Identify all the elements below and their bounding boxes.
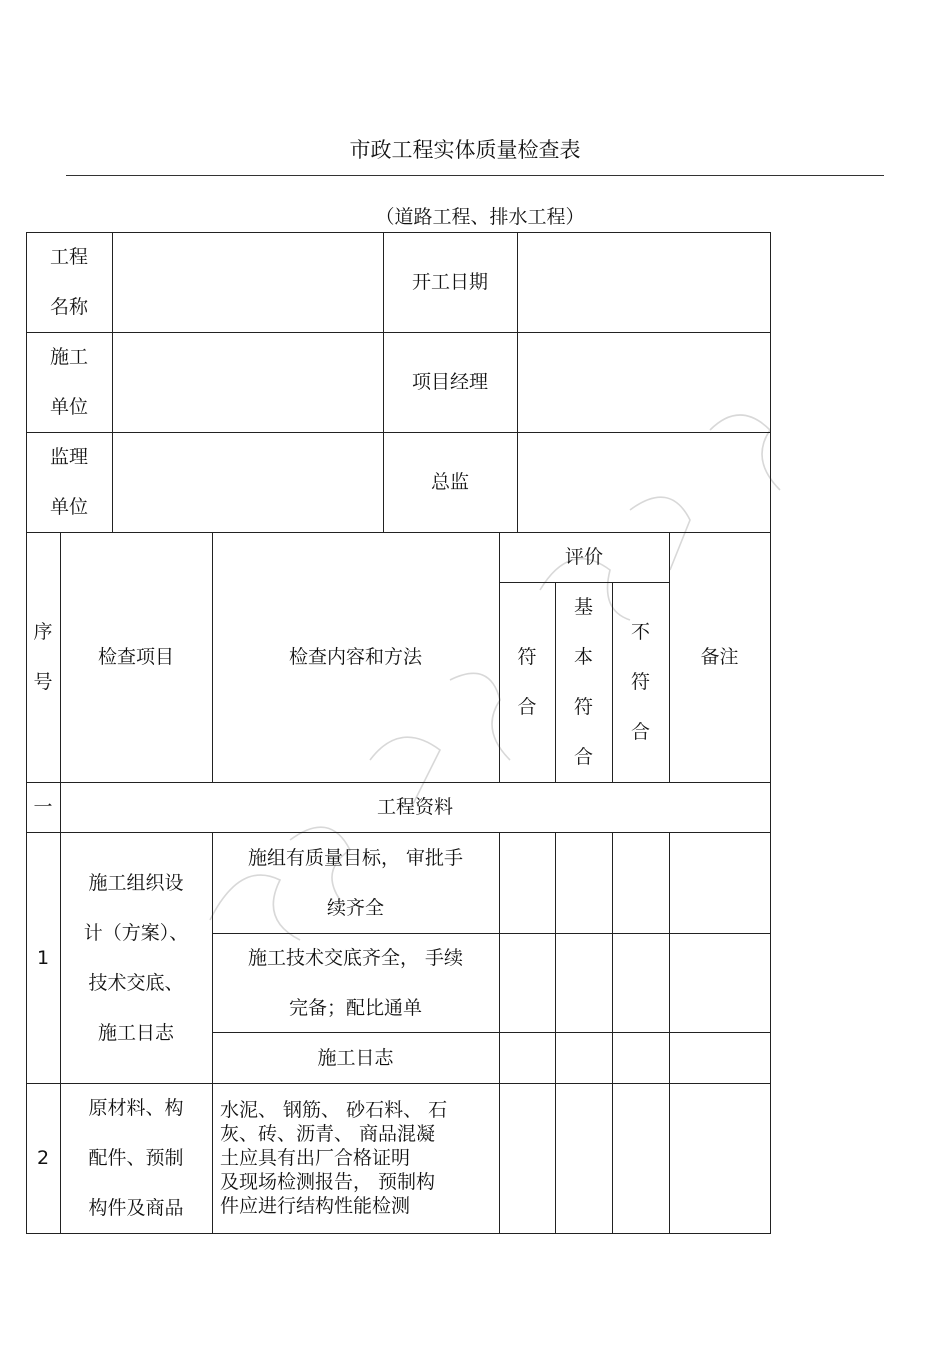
row2-content: 水泥、 钢筋、 砂石料、 石 灰、砖、沥青、 商品混凝 土应具有出厂合格证明 及现场检测报告， 预制构 件应进行结构性能检测 xyxy=(220,1099,448,1217)
row1-content-1: 施组有质量目标， 审批手 续齐全 xyxy=(247,847,464,919)
row1-content-3: 施工日志 xyxy=(317,1046,394,1069)
construction-unit-value[interactable] xyxy=(112,332,383,432)
section-title: 工程资料 xyxy=(376,796,453,818)
label-supervision-unit: 监理 单位 xyxy=(49,446,88,518)
header-item: 检查项目 xyxy=(97,646,174,668)
label-chief-supervisor: 总监 xyxy=(430,471,469,493)
document-title: 市政工程实体质量检查表 xyxy=(349,138,581,162)
header-evaluation: 评价 xyxy=(564,546,603,568)
row1-number: 1 xyxy=(36,946,50,969)
header-comply: 符 合 xyxy=(517,646,537,718)
project-manager-value[interactable] xyxy=(517,332,770,432)
supervision-unit-value[interactable] xyxy=(112,432,383,532)
project-name-value[interactable] xyxy=(112,232,383,332)
section-number: 一 xyxy=(33,796,53,818)
row1-content-2: 施工技术交底齐全， 手续 完备；配比通单 xyxy=(247,946,464,1019)
header-content: 检查内容和方法 xyxy=(288,646,422,668)
label-start-date: 开工日期 xyxy=(411,271,488,293)
row1-item: 施工组织设 计（方案）、 技术交底、 施工日志 xyxy=(83,871,189,1044)
row2-item: 原材料、构 配件、预制 构件及商品 xyxy=(88,1097,184,1219)
header-noncomply: 不 符 合 xyxy=(630,621,650,743)
title-rule xyxy=(66,175,884,176)
start-date-value[interactable] xyxy=(517,232,770,332)
document-subtitle: （道路工程、排水工程） xyxy=(375,206,585,228)
row2-number: 2 xyxy=(36,1147,50,1169)
header-remark: 备注 xyxy=(700,646,739,668)
header-basic-comply: 基 本 符 合 xyxy=(573,596,593,768)
header-seq: 序 号 xyxy=(33,621,53,693)
label-project-manager: 项目经理 xyxy=(411,371,488,393)
label-construction-unit: 施工 单位 xyxy=(49,346,88,418)
label-project-name: 工程 名称 xyxy=(49,246,88,318)
chief-supervisor-value[interactable] xyxy=(517,432,770,532)
grid-line xyxy=(26,1233,771,1234)
